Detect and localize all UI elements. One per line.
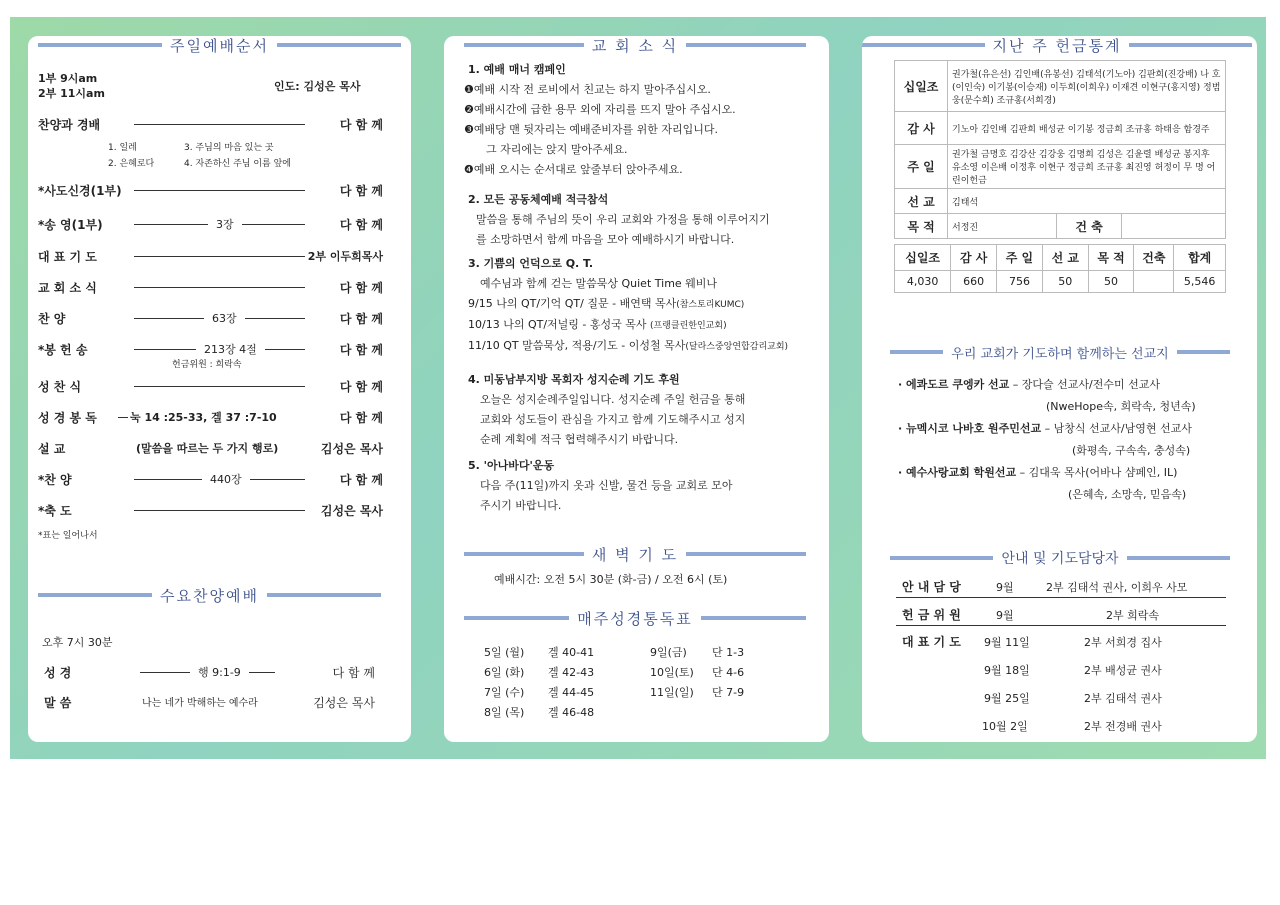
section-title: 수요찬양예배 (160, 586, 259, 605)
divider (896, 597, 1226, 598)
order-row: *찬 양 440장 다 함 께 (38, 473, 383, 487)
offering-committee-month: 9월 (996, 609, 1014, 622)
offering-stats-header (862, 36, 1252, 54)
news-header (464, 36, 806, 54)
church-news-panel (444, 36, 829, 742)
table-row: 주 일 권가철 금명호 김강산 김강웅 김명희 김성은 김윤렬 배성균 봉지후 유소영 이은배 이정후 이현구 정금희 조규홍 최진영 허정이 무 명 어린이헌금 (895, 145, 1226, 189)
order-row: 성 경 봉 독 눅 14 :25-33, 겔 37 :7-10 다 함 께 (38, 411, 383, 425)
offering-committee-group: 2부 희락속 (1106, 609, 1159, 622)
news-item-4: 4. 미동남부지방 목회자 성지순례 기도 후원 오늘은 성지순례주일입니다. 성지순례 주일 헌금을 통해 교회와 성도들이 관심을 가지고 함께 기도해주시고 성지 순례 계획에 적극 협력해주시기 바랍니다. (468, 373, 746, 446)
order-row: 성 경 행 9:1-9 다 함 께 (44, 666, 375, 680)
worship-order-panel (28, 36, 411, 742)
section-title: 지난 주 헌금통계 (992, 36, 1122, 55)
bible-reading-day: 9일(금) (650, 646, 687, 659)
table-row: 4,030 660 756 50 50 5,546 (895, 271, 1226, 293)
mission-entry: · 예수사랑교회 학원선교 – 김대욱 목사(어바나 샴페인, IL) (898, 466, 1178, 479)
section-title: 새 벽 기 도 (591, 545, 679, 564)
bible-reading-passage: 겔 44-45 (548, 686, 595, 699)
order-row: 찬 양 63장 다 함 께 (38, 312, 383, 326)
divider (896, 625, 1226, 626)
order-row: *송 영(1부) 3장 다 함 께 (38, 218, 383, 232)
bible-reading-day: 6일 (화) (484, 666, 525, 679)
prayer-label: 대 표 기 도 (902, 635, 961, 649)
offering-committee-label: 헌 금 위 원 (902, 608, 961, 622)
order-row: *사도신경(1부) 다 함 께 (38, 184, 383, 198)
prayer-date: 9월 11일 (984, 636, 1030, 649)
guide-header (890, 548, 1230, 568)
order-row: 성 찬 식 다 함 께 (38, 380, 383, 394)
bible-reading-passage: 단 7-9 (712, 686, 745, 699)
table-row: 십일조 권가철(유은선) 김인배(유봉선) 김태석(기노아) 김판희(진강배) 나 호(이인숙) 이기봉(이승재) 이두희(이희우) 이재견 이현구(홍지영) 정범웅(문수희) 조규홍(서희경) (895, 61, 1226, 112)
bible-reading-day: 11일(일) (650, 686, 694, 699)
order-row: 찬양과 경배 다 함 께 (38, 118, 383, 132)
bible-reading-passage: 단 1-3 (712, 646, 745, 659)
bible-reading-passage: 단 4-6 (712, 666, 745, 679)
praise-item: 1. 일레 (108, 143, 137, 153)
praise-item: 4. 자존하신 주님 이름 앞에 (184, 159, 291, 169)
mission-header (890, 342, 1230, 362)
bible-reading-day: 8일 (목) (484, 706, 525, 719)
order-row: 대 표 기 도 2부 이두희목사 (38, 250, 383, 264)
wednesday-time: 오후 7시 30분 (42, 636, 113, 649)
bible-reading-day: 7일 (수) (484, 686, 525, 699)
praise-item: 3. 주님의 마음 있는 곳 (184, 143, 274, 153)
guide-names: 2부 김태석 권사, 이희우 사모 (1046, 581, 1188, 594)
mission-groups: (화평속, 구속속, 충성속) (1072, 444, 1191, 457)
prayer-name: 2부 김태석 권사 (1084, 692, 1162, 705)
prayer-date: 9월 25일 (984, 692, 1030, 705)
mission-groups: (NweHope속, 희락속, 청년속) (1046, 400, 1196, 413)
prayer-name: 2부 배성균 권사 (1084, 664, 1162, 677)
prayer-date: 9월 18일 (984, 664, 1030, 677)
prayer-name: 2부 전경배 권사 (1084, 720, 1162, 733)
news-item-1: 1. 예배 매너 캠페인 ❶예배 시작 전 로비에서 친교는 하지 말아주십시오. ❷예배시간에 급한 용무 외에 자리를 뜨지 말아 주십시오. ❸예배당 맨 뒷자리는 예배준비자를 위한 자리입니다. 그 자리에는 앉지 말아주세요. ❹예배 오시는 순서대로 앞줄부터 앉아주세요. (464, 63, 736, 176)
news-item-2: 2. 모든 공동체예배 적극참석 말씀을 통해 주님의 뜻이 우리 교회와 가정을 통해 이루어지기 를 소망하면서 함께 마음을 모아 예배하시기 바랍니다. (468, 193, 770, 246)
table-row: 선 교 김태석 (895, 189, 1226, 214)
worship-order-header (38, 36, 401, 54)
bible-reading-header (464, 608, 806, 628)
guide-month: 9월 (996, 581, 1014, 594)
order-row: 설 교 (말씀을 따르는 두 가지 행로) 김성은 목사 (38, 442, 383, 456)
bible-reading-passage: 겔 46-48 (548, 706, 595, 719)
mission-entry: · 뉴멕시코 나바호 원주민선교 – 남창식 선교사/남영현 선교사 (898, 422, 1192, 435)
wednesday-header (38, 586, 381, 604)
service-time-2: 2부 11시am (38, 87, 105, 100)
prayer-name: 2부 서희경 집사 (1084, 636, 1162, 649)
guide-label: 안 내 담 당 (902, 580, 961, 594)
section-title: 매주성경통독표 (577, 609, 693, 628)
order-row: 교 회 소 식 다 함 께 (38, 281, 383, 295)
offering-committee-note: 헌금위원 : 희락속 (172, 360, 242, 370)
section-title: 교 회 소 식 (591, 36, 679, 55)
news-item-5: 5. '아나바다'운동 다음 주(11일)까지 옷과 신발, 물건 등을 교회로 모아 주시기 바랍니다. (468, 459, 733, 512)
order-row: *봉 헌 송 213장 4절 다 함 께 (38, 343, 383, 357)
order-row: *축 도 김성은 목사 (38, 504, 383, 518)
table-row: 목 적 서정진 건 축 (895, 214, 1226, 239)
leader: 인도: 김성은 목사 (274, 80, 361, 93)
section-title: 우리 교회가 기도하며 함께하는 선교지 (951, 346, 1169, 362)
order-row: 말 씀 나는 네가 박해하는 예수라 김성은 목사 (44, 696, 375, 710)
offering-donor-table (894, 60, 1226, 239)
table-row: 십일조 감 사 주 일 선 교 목 적 건축 합계 (895, 245, 1226, 271)
section-title: 주일예배순서 (170, 36, 269, 55)
offering-total-table (894, 244, 1226, 293)
bible-reading-passage: 겔 42-43 (548, 666, 595, 679)
prayer-date: 10월 2일 (982, 720, 1028, 733)
praise-item: 2. 은혜로다 (108, 159, 155, 169)
bible-reading-day: 5일 (월) (484, 646, 525, 659)
dawn-prayer-header (464, 544, 806, 564)
section-title: 안내 및 기도담당자 (1001, 551, 1119, 567)
mission-entry: · 에콰도르 쿠엥카 선교 – 장다슬 선교사/전수미 선교사 (898, 378, 1161, 391)
offering-panel (862, 36, 1257, 742)
bible-reading-day: 10일(토) (650, 666, 694, 679)
service-time-1: 1부 9시am (38, 72, 98, 85)
news-item-3: 3. 기쁨의 언덕으로 Q. T. 예수님과 함께 걷는 말씀묵상 Quiet Time 웨비나 9/15 나의 QT/기억 QT/ 질문 - 배연택 목사(참스토리KUMC) 10/13 나의 QT/저널링 - 홍성국 목사 (프랭클린한인교회) 11/10 QT 말씀묵상, 적용/기도 - 이성철 목사(달라스중앙연합감리교회) (468, 257, 789, 352)
standing-note: *표는 일어나서 (38, 531, 98, 541)
dawn-prayer-time: 예배시간: 오전 5시 30분 (화-금) / 오전 6시 (토) (494, 573, 728, 586)
bible-reading-passage: 겔 40-41 (548, 646, 595, 659)
mission-groups: (은혜속, 소망속, 믿음속) (1068, 488, 1187, 501)
table-row: 감 사 기노아 김인배 김판희 배성균 이기봉 정금희 조규홍 하태응 함경주 (895, 112, 1226, 145)
